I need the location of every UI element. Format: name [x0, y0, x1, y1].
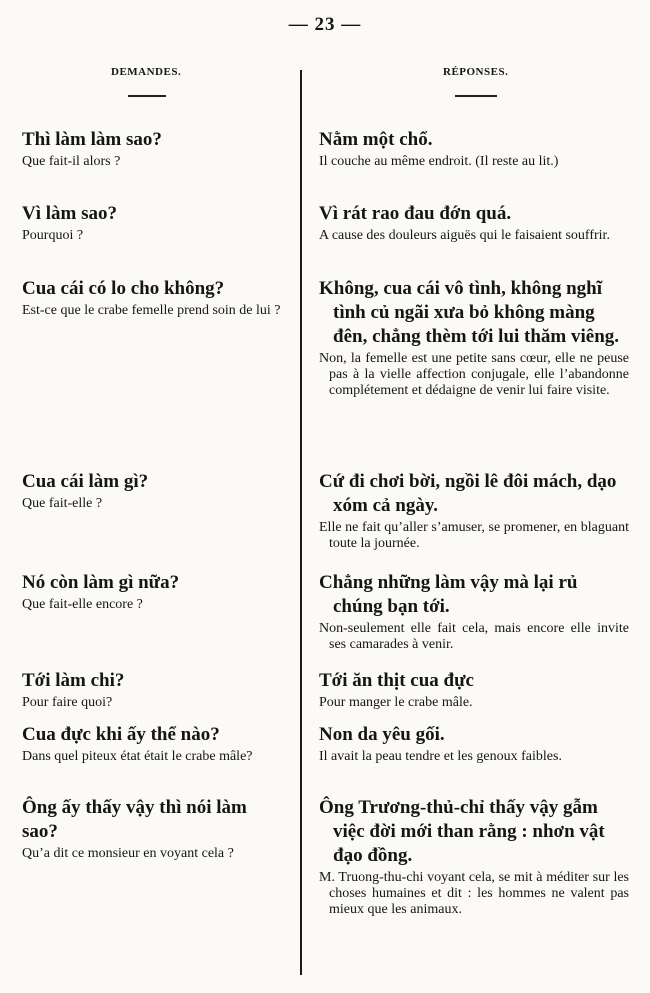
- question-5: [22, 571, 284, 613]
- question-french: Est-ce que le crabe femelle prend soin de lui ?: [22, 303, 281, 318]
- question-vietnamese: Cua cái làm gì?: [22, 471, 149, 492]
- question-french: Que fait-elle ?: [22, 496, 103, 511]
- header-rule-right: [455, 95, 497, 97]
- header-demandes: DEMANDES.: [111, 66, 182, 78]
- answer-5: [319, 571, 629, 653]
- question-french: Qu’a dit ce monsieur en voyant cela ?: [22, 846, 234, 861]
- question-1: [22, 128, 284, 170]
- answer-vietnamese: Vì rát rao đau đớn quá.: [319, 203, 512, 224]
- answer-french: Non-seulement elle fait cela, mais encore elle invite ses camarades à venir.: [319, 621, 629, 652]
- answer-french: A cause des douleurs aiguës qui le faisaient souffrir.: [319, 228, 610, 243]
- question-vietnamese: Nó còn làm gì nữa?: [22, 572, 180, 593]
- answer-vietnamese: Chẳng những làm vậy mà lại rủ chúng bạn tới.: [319, 572, 578, 617]
- answer-7: [319, 723, 629, 765]
- question-french: Que fait-il alors ?: [22, 154, 121, 169]
- answer-french: Il avait la peau tendre et les genoux faibles.: [319, 749, 562, 764]
- answer-vietnamese: Không, cua cái vô tình, không nghĩ tình củ ngãi xưa bỏ không màng đên, chẳng thèm tới lui thăm viêng.: [319, 278, 620, 347]
- answer-vietnamese: Non da yêu gối.: [319, 724, 445, 745]
- answer-1: [319, 128, 629, 170]
- answer-vietnamese: Tới ăn thịt cua đực: [319, 670, 474, 691]
- question-4: [22, 470, 284, 512]
- question-french: Que fait-elle encore ?: [22, 597, 143, 612]
- answer-2: [319, 202, 629, 244]
- question-7: [22, 723, 284, 765]
- question-vietnamese: Cua cái có lo cho không?: [22, 278, 225, 299]
- question-8: [22, 796, 284, 862]
- answer-french: Pour manger le crabe mâle.: [319, 695, 473, 710]
- answer-french: Elle ne fait qu’aller s’amuser, se promener, en blaguant toute la journée.: [319, 520, 629, 551]
- question-3: [22, 277, 284, 319]
- header-reponses: RÉPONSES.: [443, 66, 509, 78]
- question-vietnamese: Vì làm sao?: [22, 203, 117, 224]
- answer-french: Non, la femelle est une petite sans cœur, elle ne peuse pas à la vielle affection conjugale, elle l’abandonne complétement et dédaigne de venir lui faire visite.: [319, 351, 629, 398]
- answer-8: [319, 796, 629, 918]
- answer-french: Il couche au même endroit. (Il reste au lit.): [319, 154, 559, 169]
- answer-vietnamese: Ông Trương-thủ-chỉ thấy vậy gẫm việc đời mới than rằng : nhơn vật đạo đồng.: [319, 797, 605, 866]
- question-2: [22, 202, 284, 244]
- question-6: [22, 669, 284, 711]
- header-rule-left: [128, 95, 166, 97]
- answer-vietnamese: Cứ đi chơi bời, ngồi lê đôi mách, dạo xóm cả ngày.: [319, 471, 617, 516]
- answer-4: [319, 470, 629, 552]
- question-vietnamese: Ông ấy thấy vậy thì nói làm sao?: [22, 797, 247, 842]
- answer-3: [319, 277, 629, 399]
- question-vietnamese: Tới làm chi?: [22, 670, 125, 691]
- page-number: — 23 —: [288, 14, 362, 35]
- question-french: Pour faire quoi?: [22, 695, 113, 710]
- answer-6: [319, 669, 629, 711]
- column-divider: [300, 70, 302, 975]
- answer-french: M. Truong-thu-chi voyant cela, se mit à méditer sur les choses humaines et dit : les hommes ne valent pas mieux que les animaux.: [319, 870, 629, 917]
- question-vietnamese: Cua đực khi ấy thể nào?: [22, 724, 220, 745]
- question-french: Pourquoi ?: [22, 228, 84, 243]
- question-french: Dans quel piteux état était le crabe mâle?: [22, 749, 253, 764]
- question-vietnamese: Thì làm làm sao?: [22, 129, 162, 150]
- answer-vietnamese: Nằm một chổ.: [319, 129, 433, 150]
